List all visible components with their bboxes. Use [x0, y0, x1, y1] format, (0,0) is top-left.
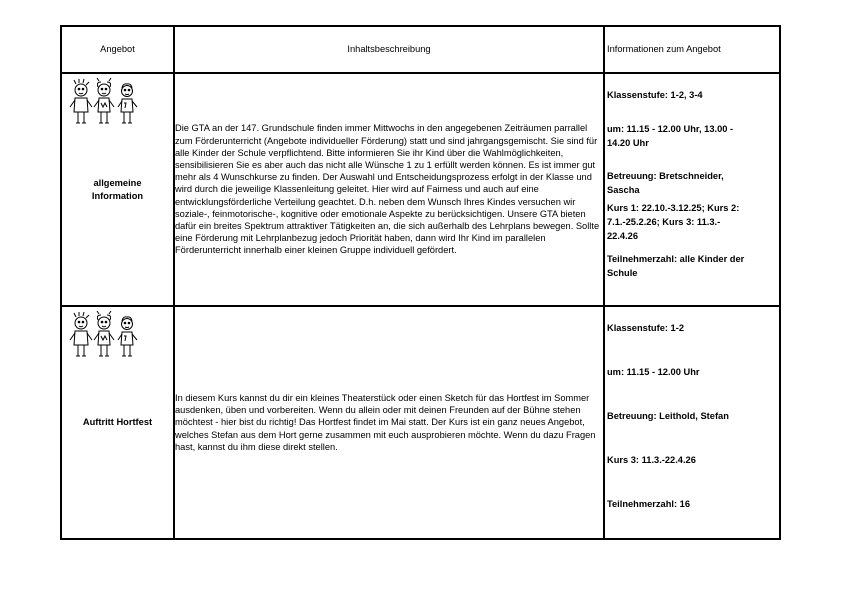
offer-description: In diesem Kurs kannst du dir ein kleines Theaterstück oder einen Sketch für das Hortfest im Sommer ausdenken, üben und vorbereiten. Wenn du allein oder mit deinen Freunden auf der Bühne stehen möchtest - hier bist du richtig! Das Hortfest findet im Mai statt. Der Kurs ist ein ganz neues Angebot, welches Stefan aus dem Hort gerne zusammen mit euch ausprobieren möchte. Wenn du dazu Fragen hast, kannst du ihm diese direkt stellen.: [174, 306, 604, 539]
table-row: [61, 306, 780, 539]
offer-cell: [61, 306, 174, 539]
info-grade: Klassenstufe: 1-2, 3-4: [607, 90, 703, 100]
table-header-row: [61, 26, 780, 73]
header-info: Informationen zum Angebot: [604, 26, 780, 73]
info-supervisor: Betreuung: Leithold, Stefan: [607, 411, 729, 421]
offer-table: [60, 25, 781, 540]
info-grade: Klassenstufe: 1-2: [607, 323, 684, 333]
info-courses: Kurs 1: 22.10.-3.12.25; Kurs 2: 7.1.-25.2.26; Kurs 3: 11.3.- 22.4.26: [607, 203, 740, 241]
children-group-icon: [68, 309, 140, 363]
info-time: um: 11.15 - 12.00 Uhr: [607, 367, 700, 377]
info-supervisor: Betreuung: Bretschneider, Sascha: [607, 171, 724, 195]
info-courses: Kurs 3: 11.3.-22.4.26: [607, 455, 696, 465]
info-participants: Teilnehmerzahl: alle Kinder der Schule: [607, 254, 745, 278]
offer-name: Auftritt Hortfest: [82, 417, 153, 427]
offer-info: [604, 306, 780, 539]
children-group-icon: [68, 76, 140, 130]
info-time: um: 11.15 - 12.00 Uhr, 13.00 - 14.20 Uhr: [607, 124, 734, 148]
info-participants: Teilnehmerzahl: 16: [607, 499, 691, 509]
header-offer: Angebot: [61, 26, 174, 73]
offer-info: [604, 73, 780, 306]
offer-cell: [61, 73, 174, 306]
offer-name: allgemeine Information: [91, 177, 144, 201]
header-description: Inhaltsbeschreibung: [174, 26, 604, 73]
table-row: [61, 73, 780, 306]
offer-description: Die GTA an der 147. Grundschule finden immer Mittwochs in den angegebenen Zeiträumen parrallel zum Förderunterricht (Angebote individueller Förderung) statt und sind jahrgangsgemischt. Sie sind für alle Kinder der Schule verpflichtend. Bitte informieren Sie ihr Kind über die Wahlmöglichkeiten, sensibilisieren Sie es aber auch das nicht alle Wünsche 1 zu 1 erfüllt werden können. Es ist immer gut mehr als 4 Wunschkurse zu finden. Der Auswahl und Entscheidungsprozess erfolgt in der Klasse und wird durch die jeweilige Klassenleitung geleitet. Hier wird auf Fairness und auch auf eine entwicklungsförderliche Verteilung geachtet. D.h. neben dem Wunsch Ihres Kindes versuchen wir soziale-, feinmotorische-, kognitive oder emotionale Aspekte zu berücksichtigen. Unsere GTA bieten dafür ein breites Spektrum attraktiver Tätigkeiten an, die sich außerhalb des Lehrplans bewegen. Sollte eine Förderung mit Lehrplanbezug jedoch Priorität haben, dann wird Ihr Kind im parallelen Förderunterricht innerhalb einer kleinen Gruppe individuell gefördert.: [174, 73, 604, 306]
